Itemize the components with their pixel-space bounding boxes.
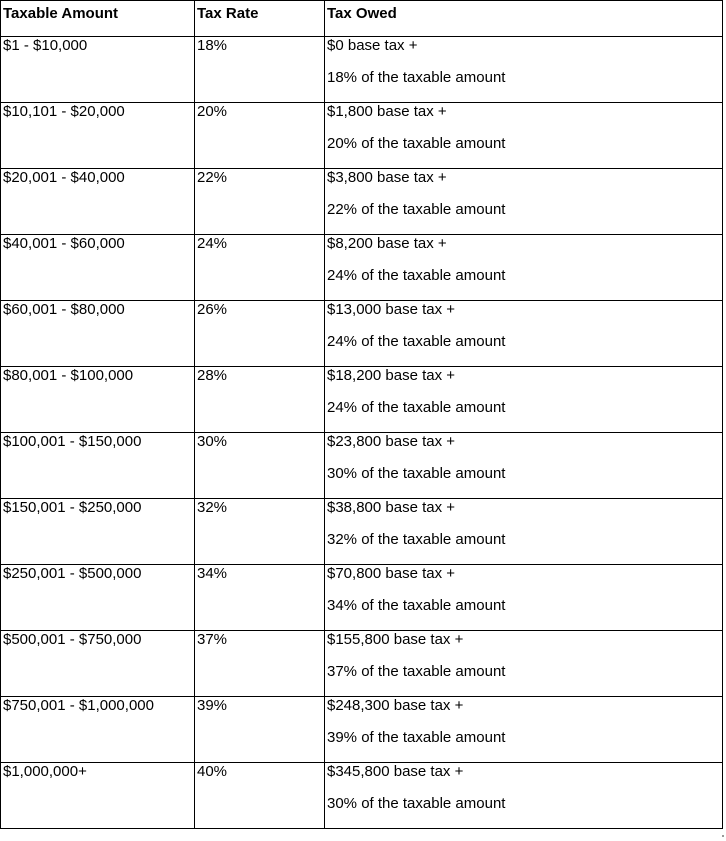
cell-tax-rate: 26% xyxy=(195,301,325,367)
header-tax-rate: Tax Rate xyxy=(195,1,325,37)
cell-taxable-amount: $1,000,000+ xyxy=(1,763,195,829)
cell-taxable-amount: $500,001 - $750,000 xyxy=(1,631,195,697)
cell-tax-owed xyxy=(325,763,723,829)
table-row xyxy=(1,631,723,697)
cell-tax-owed xyxy=(325,235,723,301)
table-row xyxy=(1,301,723,367)
base-tax-text: $345,800 base tax + xyxy=(327,763,464,780)
base-tax-text: $3,800 base tax + xyxy=(327,169,447,186)
cell-tax-rate: 37% xyxy=(195,631,325,697)
percent-text: 24% of the taxable amount xyxy=(327,333,506,350)
percent-text: 22% of the taxable amount xyxy=(327,201,506,218)
corner-mark xyxy=(722,835,724,837)
cell-tax-rate: 22% xyxy=(195,169,325,235)
header-taxable-amount: Taxable Amount xyxy=(1,1,195,37)
cell-taxable-amount: $100,001 - $150,000 xyxy=(1,433,195,499)
cell-tax-rate: 24% xyxy=(195,235,325,301)
base-tax-text: $38,800 base tax + xyxy=(327,499,456,516)
cell-tax-rate: 20% xyxy=(195,103,325,169)
table-row xyxy=(1,565,723,631)
cell-tax-rate: 39% xyxy=(195,697,325,763)
base-tax-text: $23,800 base tax + xyxy=(327,433,456,450)
cell-taxable-amount: $750,001 - $1,000,000 xyxy=(1,697,195,763)
base-tax-text: $248,300 base tax + xyxy=(327,697,464,714)
cell-tax-rate: 40% xyxy=(195,763,325,829)
table-row xyxy=(1,433,723,499)
percent-text: 18% of the taxable amount xyxy=(327,69,506,86)
table-row xyxy=(1,697,723,763)
table-row xyxy=(1,103,723,169)
percent-text: 30% of the taxable amount xyxy=(327,795,506,812)
base-tax-text: $0 base tax + xyxy=(327,37,418,54)
percent-text: 32% of the taxable amount xyxy=(327,531,506,548)
cell-taxable-amount: $10,101 - $20,000 xyxy=(1,103,195,169)
percent-text: 30% of the taxable amount xyxy=(327,465,506,482)
cell-taxable-amount: $40,001 - $60,000 xyxy=(1,235,195,301)
cell-tax-owed xyxy=(325,301,723,367)
cell-tax-owed xyxy=(325,631,723,697)
percent-text: 24% of the taxable amount xyxy=(327,399,506,416)
table-row xyxy=(1,763,723,829)
cell-tax-owed xyxy=(325,433,723,499)
table-row xyxy=(1,169,723,235)
cell-taxable-amount: $250,001 - $500,000 xyxy=(1,565,195,631)
table-row xyxy=(1,499,723,565)
base-tax-text: $8,200 base tax + xyxy=(327,235,447,252)
table-row xyxy=(1,367,723,433)
base-tax-text: $18,200 base tax + xyxy=(327,367,456,384)
cell-tax-owed xyxy=(325,565,723,631)
percent-text: 39% of the taxable amount xyxy=(327,729,506,746)
cell-taxable-amount: $80,001 - $100,000 xyxy=(1,367,195,433)
header-tax-owed: Tax Owed xyxy=(325,1,723,37)
cell-tax-owed xyxy=(325,169,723,235)
percent-text: 24% of the taxable amount xyxy=(327,267,506,284)
cell-tax-rate: 30% xyxy=(195,433,325,499)
percent-text: 34% of the taxable amount xyxy=(327,597,506,614)
base-tax-text: $70,800 base tax + xyxy=(327,565,456,582)
cell-tax-rate: 18% xyxy=(195,37,325,103)
table-row xyxy=(1,235,723,301)
percent-text: 37% of the taxable amount xyxy=(327,663,506,680)
base-tax-text: $1,800 base tax + xyxy=(327,103,447,120)
cell-tax-rate: 28% xyxy=(195,367,325,433)
table-header-row xyxy=(1,1,723,37)
cell-taxable-amount: $150,001 - $250,000 xyxy=(1,499,195,565)
cell-tax-owed xyxy=(325,367,723,433)
cell-tax-rate: 32% xyxy=(195,499,325,565)
percent-text: 20% of the taxable amount xyxy=(327,135,506,152)
cell-tax-rate: 34% xyxy=(195,565,325,631)
cell-tax-owed xyxy=(325,499,723,565)
cell-taxable-amount: $60,001 - $80,000 xyxy=(1,301,195,367)
cell-taxable-amount: $20,001 - $40,000 xyxy=(1,169,195,235)
base-tax-text: $155,800 base tax + xyxy=(327,631,464,648)
table-row xyxy=(1,37,723,103)
cell-tax-owed xyxy=(325,103,723,169)
cell-tax-owed xyxy=(325,37,723,103)
base-tax-text: $13,000 base tax + xyxy=(327,301,456,318)
cell-tax-owed xyxy=(325,697,723,763)
cell-taxable-amount: $1 - $10,000 xyxy=(1,37,195,103)
